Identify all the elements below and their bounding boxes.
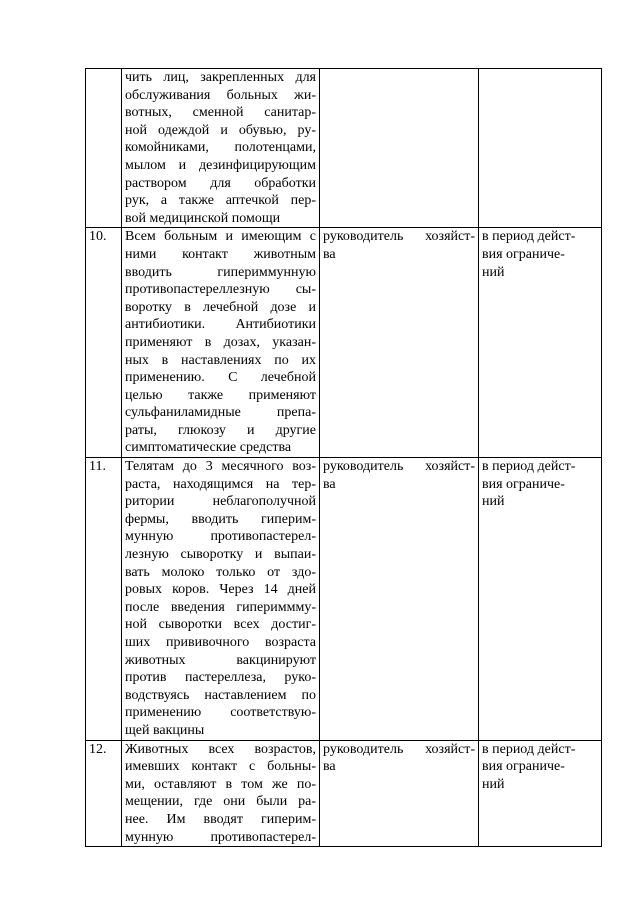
measure-description-line: сульфаниламидные препа- <box>125 405 316 421</box>
measure-description-line: целью также применяют <box>125 387 316 403</box>
time-period <box>479 740 602 847</box>
measure-description-line: ной одеждой и обувью, ру- <box>125 122 316 138</box>
measure-description-line: применяют в дозах, указан- <box>125 334 316 350</box>
measure-description-line: после введения гипериммму- <box>125 599 316 615</box>
measure-description-line: раста, находящимся на тер- <box>125 476 316 492</box>
time-period-line: ний <box>482 776 505 792</box>
item-number <box>86 69 122 228</box>
measure-description-line: ритории неблагополучной <box>125 494 316 510</box>
measures-table <box>85 68 602 847</box>
measure-description-line: симптоматические средства <box>125 440 292 456</box>
item-number: 10. <box>86 228 122 458</box>
measure-description-line: антибиотики. Антибиотики <box>125 317 316 333</box>
measure-description-line: вой медицинской помощи <box>125 210 281 226</box>
time-period-line: ний <box>482 494 505 510</box>
measure-description-line: лезную сыворотку и выпаи- <box>125 547 316 563</box>
table-row <box>86 69 602 228</box>
time-period-line: ний <box>482 264 505 280</box>
measure-description-line: мещении, где они были ра- <box>125 794 316 810</box>
measure-description-line: раты, глюкозу и другие <box>125 422 316 438</box>
measure-description-line: мунную противопастерел- <box>125 529 316 545</box>
measure-description-line: чить лиц, закрепленных для <box>125 70 316 85</box>
measure-description-line: комойниками, полотенцами, <box>125 140 316 156</box>
time-period-line: в период дейст- <box>482 459 576 475</box>
measure-description-line: применению соответствую- <box>125 705 316 721</box>
measure-description-line: противопастереллезную сы- <box>125 282 316 298</box>
measure-description-line: имевших контакт с больны- <box>125 759 316 775</box>
responsible-party-line: руководитель хозяйст- <box>323 459 475 475</box>
time-period-line: в период дейст- <box>482 741 576 757</box>
responsible-party-line: руководитель хозяйст- <box>323 229 475 245</box>
measure-description-line: мылом и дезинфицирующим <box>125 157 316 173</box>
measure-description-line: обслуживания больных жи- <box>125 87 316 103</box>
measure-description-line: животных вакцинируют <box>125 652 316 668</box>
measure-description-line: вать молоко только от здо- <box>125 564 316 580</box>
measure-description-line: Всем больным и имеющим с <box>125 229 316 245</box>
measure-description-line: ших прививочного возраста <box>125 635 316 650</box>
responsible-party-line: ва <box>323 246 336 262</box>
time-period-line: вия ограниче- <box>482 759 565 775</box>
measure-description-line: ми, оставляют в том же по- <box>125 776 316 792</box>
time-period <box>479 458 602 741</box>
measure-description-line: водствуясь наставлением по <box>125 687 316 703</box>
responsible-party-line: ва <box>323 476 336 492</box>
measure-description-line: вотных, сменной санитар- <box>125 105 316 121</box>
time-period-line: в период дейст- <box>482 229 576 245</box>
measure-description-line: ной сыворотки всех достиг- <box>125 617 316 633</box>
measure-description-line: вводить гипериммунную <box>125 264 316 280</box>
measure-description-line: Животных всех возрастов, <box>125 741 316 757</box>
responsible-party <box>320 740 479 847</box>
measure-description-line: ними контакт животным <box>125 246 316 262</box>
measure-description <box>122 228 320 458</box>
item-number: 11. <box>86 458 122 741</box>
time-period <box>479 69 602 228</box>
measure-description-line: мунную противопастерел- <box>125 829 316 845</box>
measure-description-line: фермы, вводить гиперим- <box>125 511 316 527</box>
time-period <box>479 228 602 458</box>
item-number: 12. <box>86 740 122 847</box>
table-row <box>86 228 602 458</box>
measure-description-line: щей вакцины <box>125 722 205 738</box>
measure-description-line: раствором для обработки <box>125 175 316 191</box>
table-row <box>86 740 602 847</box>
measure-description-line: Телятам до 3 месячного воз- <box>125 459 316 475</box>
measure-description-line: воротку в лечебной дозе и <box>125 299 316 315</box>
measure-description-line: ровых коров. Через 14 дней <box>125 582 316 598</box>
responsible-party <box>320 228 479 458</box>
responsible-party <box>320 458 479 741</box>
time-period-line: вия ограниче- <box>482 246 565 262</box>
measure-description-line: применению. С лечебной <box>125 370 316 386</box>
measure-description-line: нее. Им вводят гиперим- <box>125 811 316 827</box>
time-period-line: вия ограниче- <box>482 476 565 492</box>
measure-description-line: рук, а также аптечкой пер- <box>125 193 316 209</box>
responsible-party <box>320 69 479 228</box>
measure-description <box>122 740 320 847</box>
measure-description-line: ных в наставлениях по их <box>125 352 316 368</box>
measures-table-body <box>86 69 602 847</box>
measure-description-line: против пастереллеза, руко- <box>125 670 316 686</box>
measure-description <box>122 458 320 741</box>
responsible-party-line: руководитель хозяйст- <box>323 741 475 757</box>
measure-description <box>122 69 320 228</box>
table-row <box>86 458 602 741</box>
responsible-party-line: ва <box>323 759 336 775</box>
